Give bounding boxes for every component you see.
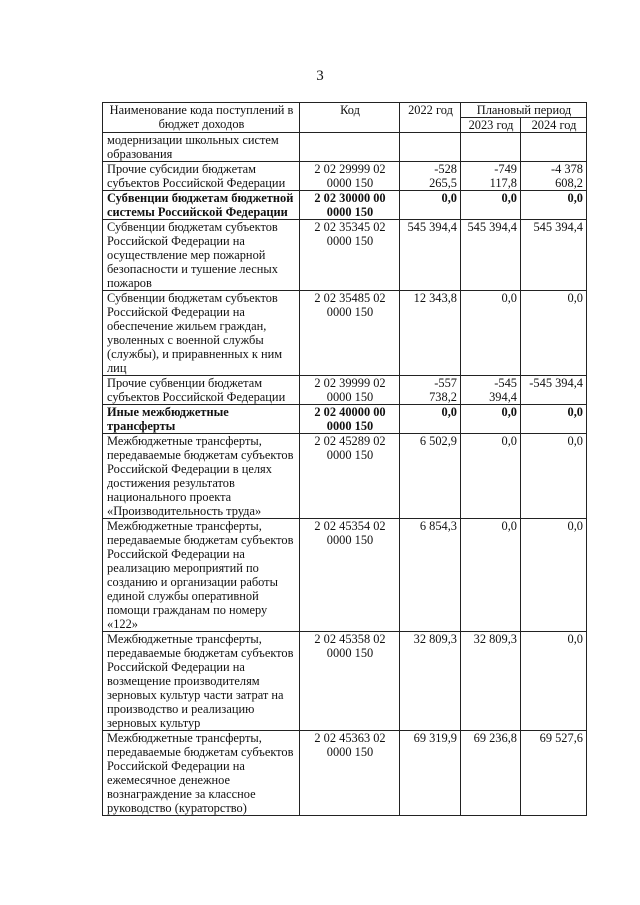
row-name: Межбюджетные трансферты, передаваемые бюджетам субъектов Российской Федерации на возмещение производителям зерновых культур части затрат на производство и реализацию зерновых культур [103, 632, 300, 731]
table-row [103, 434, 587, 519]
row-value-2022: 6 502,9 [400, 434, 461, 519]
row-name: Иные межбюджетные трансферты [103, 405, 300, 434]
row-code: 2 02 45363 02 0000 150 [300, 731, 400, 816]
row-value-2022: 0,0 [400, 191, 461, 220]
row-value-2023: -749 117,8 [461, 162, 521, 191]
row-value-2024 [521, 133, 587, 162]
row-code: 2 02 40000 00 0000 150 [300, 405, 400, 434]
row-code: 2 02 30000 00 0000 150 [300, 191, 400, 220]
table-row [103, 519, 587, 632]
row-code [300, 133, 400, 162]
table-row [103, 376, 587, 405]
row-name: Субвенции бюджетам бюджетной системы Российской Федерации [103, 191, 300, 220]
row-value-2023 [461, 133, 521, 162]
row-value-2023: 69 236,8 [461, 731, 521, 816]
row-value-2024: 69 527,6 [521, 731, 587, 816]
row-value-2022: -528 265,5 [400, 162, 461, 191]
row-value-2023: 0,0 [461, 291, 521, 376]
row-value-2022: 545 394,4 [400, 220, 461, 291]
header-planned-period: Плановый период [461, 103, 587, 118]
row-value-2022 [400, 133, 461, 162]
table-row [103, 405, 587, 434]
header-year-2023: 2023 год [461, 118, 521, 133]
row-code: 2 02 45289 02 0000 150 [300, 434, 400, 519]
header-name: Наименование кода поступлений в бюджет доходов [103, 103, 300, 133]
table-row [103, 133, 587, 162]
row-name: Межбюджетные трансферты, передаваемые бюджетам субъектов Российской Федерации в целях достижения результатов национального проекта «Производительность труда» [103, 434, 300, 519]
row-value-2024: -545 394,4 [521, 376, 587, 405]
row-name: Межбюджетные трансферты, передаваемые бюджетам субъектов Российской Федерации на ежемесячное денежное вознаграждение за классное руководство (кураторство) [103, 731, 300, 816]
row-value-2023: 0,0 [461, 405, 521, 434]
table-row [103, 220, 587, 291]
header-code: Код [300, 103, 400, 133]
row-value-2022: 6 854,3 [400, 519, 461, 632]
row-value-2023: 0,0 [461, 191, 521, 220]
row-name: Межбюджетные трансферты, передаваемые бюджетам субъектов Российской Федерации на реализацию мероприятий по созданию и организации работы единой службы оперативной помощи гражданам по номеру «122» [103, 519, 300, 632]
row-value-2024: 0,0 [521, 632, 587, 731]
row-value-2024: 0,0 [521, 434, 587, 519]
table-row [103, 731, 587, 816]
row-value-2024: -4 378 608,2 [521, 162, 587, 191]
table-row [103, 162, 587, 191]
header-year-2024: 2024 год [521, 118, 587, 133]
row-value-2023: 0,0 [461, 519, 521, 632]
row-value-2024: 0,0 [521, 405, 587, 434]
row-value-2022: -557 738,2 [400, 376, 461, 405]
row-name: Субвенции бюджетам субъектов Российской Федерации на обеспечение жильем граждан, уволенных с военной службы (службы), и приравненных к ним лиц [103, 291, 300, 376]
row-value-2023: 0,0 [461, 434, 521, 519]
row-name: Субвенции бюджетам субъектов Российской Федерации на осуществление мер пожарной безопасности и тушение лесных пожаров [103, 220, 300, 291]
table-row [103, 291, 587, 376]
row-value-2023: -545 394,4 [461, 376, 521, 405]
row-value-2024: 0,0 [521, 291, 587, 376]
row-value-2023: 32 809,3 [461, 632, 521, 731]
row-value-2022: 0,0 [400, 405, 461, 434]
table-body [103, 133, 587, 816]
row-code: 2 02 29999 02 0000 150 [300, 162, 400, 191]
row-code: 2 02 35345 02 0000 150 [300, 220, 400, 291]
table-row [103, 191, 587, 220]
row-name: Прочие субсидии бюджетам субъектов Российской Федерации [103, 162, 300, 191]
row-code: 2 02 39999 02 0000 150 [300, 376, 400, 405]
row-code: 2 02 45358 02 0000 150 [300, 632, 400, 731]
row-value-2023: 545 394,4 [461, 220, 521, 291]
table-row [103, 632, 587, 731]
row-code: 2 02 45354 02 0000 150 [300, 519, 400, 632]
row-value-2024: 0,0 [521, 519, 587, 632]
row-value-2022: 32 809,3 [400, 632, 461, 731]
row-value-2024: 545 394,4 [521, 220, 587, 291]
row-name: Прочие субвенции бюджетам субъектов Российской Федерации [103, 376, 300, 405]
row-name: модернизации школьных систем образования [103, 133, 300, 162]
header-year-2022: 2022 год [400, 103, 461, 133]
row-value-2024: 0,0 [521, 191, 587, 220]
budget-revenue-table [102, 102, 587, 816]
row-value-2022: 12 343,8 [400, 291, 461, 376]
page-number: 3 [316, 68, 324, 84]
row-code: 2 02 35485 02 0000 150 [300, 291, 400, 376]
row-value-2022: 69 319,9 [400, 731, 461, 816]
